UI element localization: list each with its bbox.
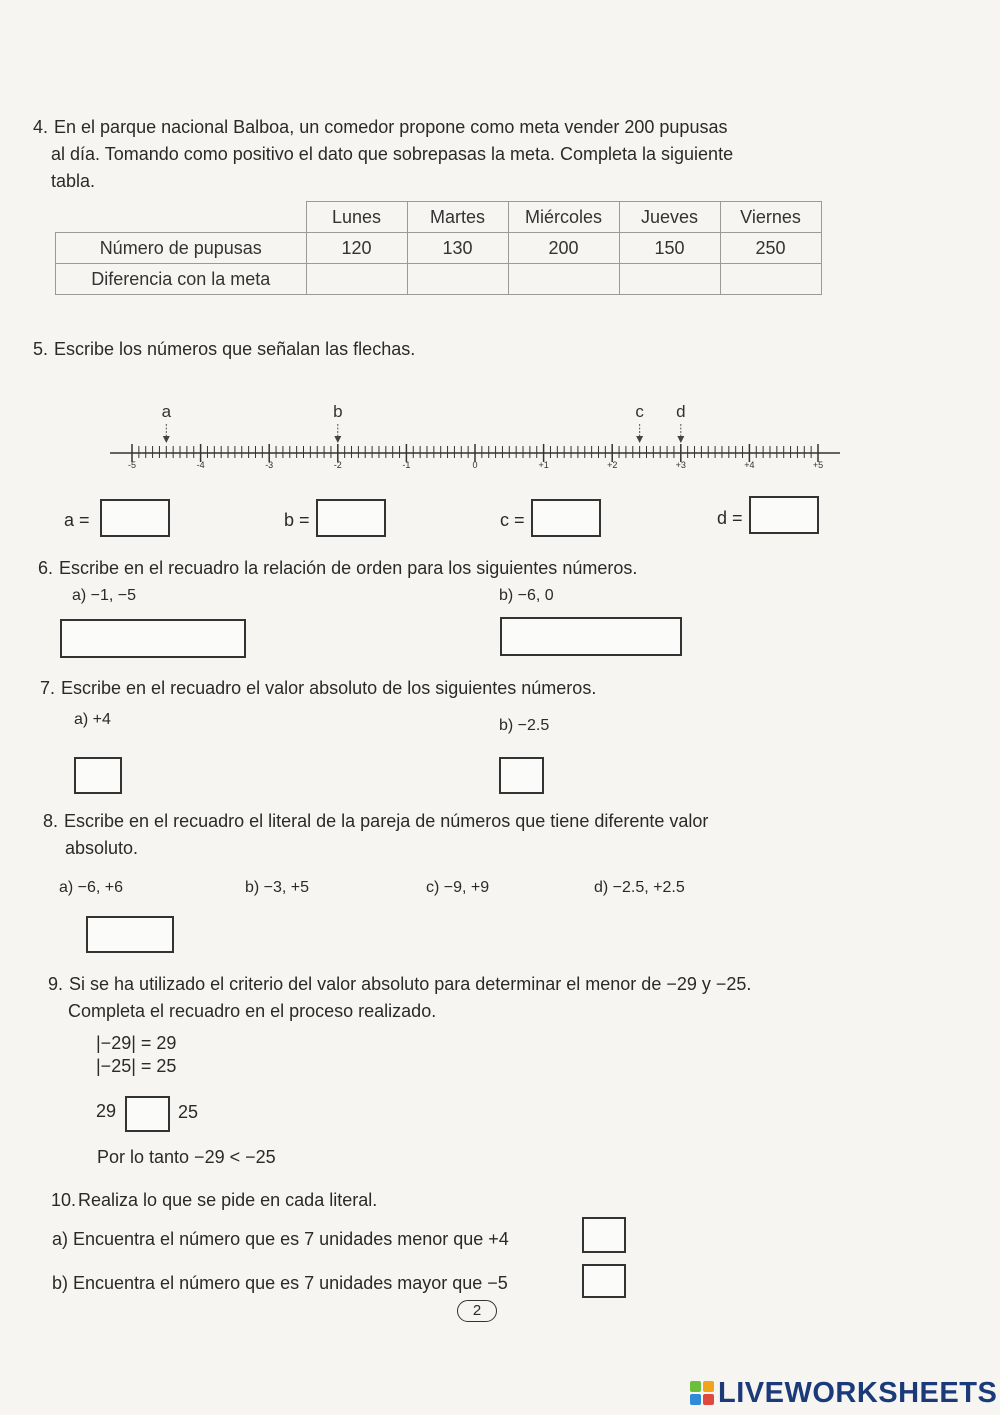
- table-header: Jueves: [619, 202, 720, 233]
- q8-text-line1: Escribe en el recuadro el literal de la pareja de números que tiene diferente valor: [64, 811, 709, 831]
- table-cell: 250: [720, 233, 821, 264]
- q10-answer-box-b[interactable]: [582, 1264, 626, 1298]
- q5-text: Escribe los números que señalan las flechas.: [54, 339, 416, 359]
- arrow-label-b: b: [333, 402, 343, 421]
- q7-text: Escribe en el recuadro el valor absoluto de los siguientes números.: [61, 678, 597, 698]
- q9-right-value: 25: [178, 1102, 199, 1122]
- q6-option-b: b) −6, 0: [499, 587, 554, 604]
- tick-label: -4: [196, 460, 205, 470]
- q4-text-line2: al día. Tomando como positivo el dato que sobrepasas la meta. Completa la siguiente: [51, 144, 734, 164]
- q4-text-line3: tabla.: [51, 171, 96, 191]
- answer-label-b: b =: [284, 510, 310, 530]
- answer-label-d: d =: [717, 508, 743, 528]
- table-cell: 130: [407, 233, 508, 264]
- tick-label: +1: [538, 460, 549, 470]
- q8-option-a: a) −6, +6: [59, 879, 124, 896]
- table-cell: 150: [619, 233, 720, 264]
- q4-number: 4.: [33, 117, 49, 137]
- tick-label: +5: [812, 460, 824, 470]
- q6-statement: [38, 555, 637, 582]
- q10-statement: [51, 1187, 377, 1214]
- answer-box-c[interactable]: [531, 499, 601, 537]
- q6-number: 6.: [38, 558, 54, 578]
- brand-name: LIVEWORKSHEETS: [718, 1377, 998, 1409]
- answer-box-a[interactable]: [100, 499, 170, 537]
- liveworksheets-logo-icon: [690, 1381, 714, 1405]
- table-header-row: [56, 202, 822, 233]
- tick-label: -2: [333, 460, 342, 470]
- row-label: Número de pupusas: [56, 233, 307, 264]
- q10-text: Realiza lo que se pide en cada literal.: [78, 1190, 378, 1210]
- q10-answer-box-a[interactable]: [582, 1217, 626, 1253]
- q8-text-line2: absoluto.: [65, 838, 139, 858]
- table-cell: 200: [508, 233, 619, 264]
- q5-statement: [33, 336, 415, 363]
- tick-label: -1: [402, 460, 411, 470]
- q7-answer-box-a[interactable]: [74, 757, 122, 794]
- q7-statement: [40, 675, 596, 702]
- q8-option-d: d) −2.5, +2.5: [594, 879, 685, 896]
- answer-label-a: a =: [64, 510, 90, 530]
- table-row: [56, 233, 822, 264]
- answer-cell[interactable]: [508, 264, 619, 295]
- q8-number: 8.: [43, 811, 59, 831]
- table-header: Lunes: [306, 202, 407, 233]
- arrow-head-b: [334, 436, 341, 443]
- arrow-head-d: [677, 436, 684, 443]
- table-header: Miércoles: [508, 202, 619, 233]
- table-header: Martes: [407, 202, 508, 233]
- q9-answer-box[interactable]: [125, 1096, 170, 1132]
- answer-cell[interactable]: [720, 264, 821, 295]
- q4-table: [55, 201, 822, 295]
- tick-label: -5: [127, 460, 137, 470]
- tick-label: -3: [265, 460, 274, 470]
- answer-box-d[interactable]: [749, 496, 819, 534]
- q10-option-a: a) Encuentra el número que es 7 unidades menor que +4: [52, 1229, 509, 1249]
- q7-answer-box-b[interactable]: [499, 757, 544, 794]
- arrow-label-c: c: [635, 402, 644, 421]
- q4-text-line1: En el parque nacional Balboa, un comedor propone como meta vender 200 pupusas: [54, 117, 728, 137]
- answer-cell[interactable]: [407, 264, 508, 295]
- answer-cell[interactable]: [619, 264, 720, 295]
- tick-label: +4: [744, 460, 755, 470]
- q8-option-b: b) −3, +5: [245, 879, 310, 896]
- q6-text: Escribe en el recuadro la relación de orden para los siguientes números.: [59, 558, 638, 578]
- q9-abs-value-2: |−25| = 25: [96, 1056, 177, 1076]
- q7-option-a: a) +4: [74, 711, 111, 728]
- q9-conclusion: Por lo tanto −29 < −25: [97, 1147, 276, 1167]
- tick-label: 0: [472, 460, 478, 470]
- table-row: [56, 264, 822, 295]
- answer-label-c: c =: [500, 510, 525, 530]
- q7-option-b: b) −2.5: [499, 717, 550, 734]
- arrow-label-a: a: [161, 402, 172, 421]
- arrow-label-d: d: [676, 402, 686, 421]
- q8-option-c: c) −9, +9: [426, 879, 490, 896]
- tick-label: +2: [607, 460, 618, 470]
- q9-number: 9.: [48, 974, 64, 994]
- q6-option-a: a) −1, −5: [72, 587, 137, 604]
- table-header: Viernes: [720, 202, 821, 233]
- q9-statement: [48, 971, 878, 1025]
- table-corner: [56, 202, 307, 233]
- q9-text-line1: Si se ha utilizado el criterio del valor absoluto para determinar el menor de −29 y −25.: [69, 974, 752, 994]
- tick-label: +3: [675, 460, 686, 470]
- q9-abs-value-1: |−29| = 29: [96, 1033, 177, 1053]
- number-line: [0, 395, 1000, 475]
- table-cell: 120: [306, 233, 407, 264]
- q10-option-b: b) Encuentra el número que es 7 unidades mayor que −5: [52, 1273, 508, 1293]
- q8-answer-box[interactable]: [86, 916, 174, 953]
- page-number: 2: [457, 1300, 497, 1322]
- q5-number: 5.: [33, 339, 49, 359]
- q6-answer-box-b[interactable]: [500, 617, 682, 656]
- liveworksheets-logo: [690, 1377, 997, 1410]
- q7-number: 7.: [40, 678, 56, 698]
- q6-answer-box-a[interactable]: [60, 619, 246, 658]
- q10-number: 10.: [51, 1190, 77, 1210]
- answer-box-b[interactable]: [316, 499, 386, 537]
- q9-left-value: 29: [96, 1101, 117, 1121]
- arrow-head-c: [636, 436, 643, 443]
- row-label: Diferencia con la meta: [56, 264, 307, 295]
- answer-cell[interactable]: [306, 264, 407, 295]
- arrow-head-a: [163, 436, 170, 443]
- q4-statement: [33, 114, 853, 195]
- q9-text-line2: Completa el recuadro en el proceso realizado.: [68, 1001, 437, 1021]
- q8-statement: [43, 808, 843, 862]
